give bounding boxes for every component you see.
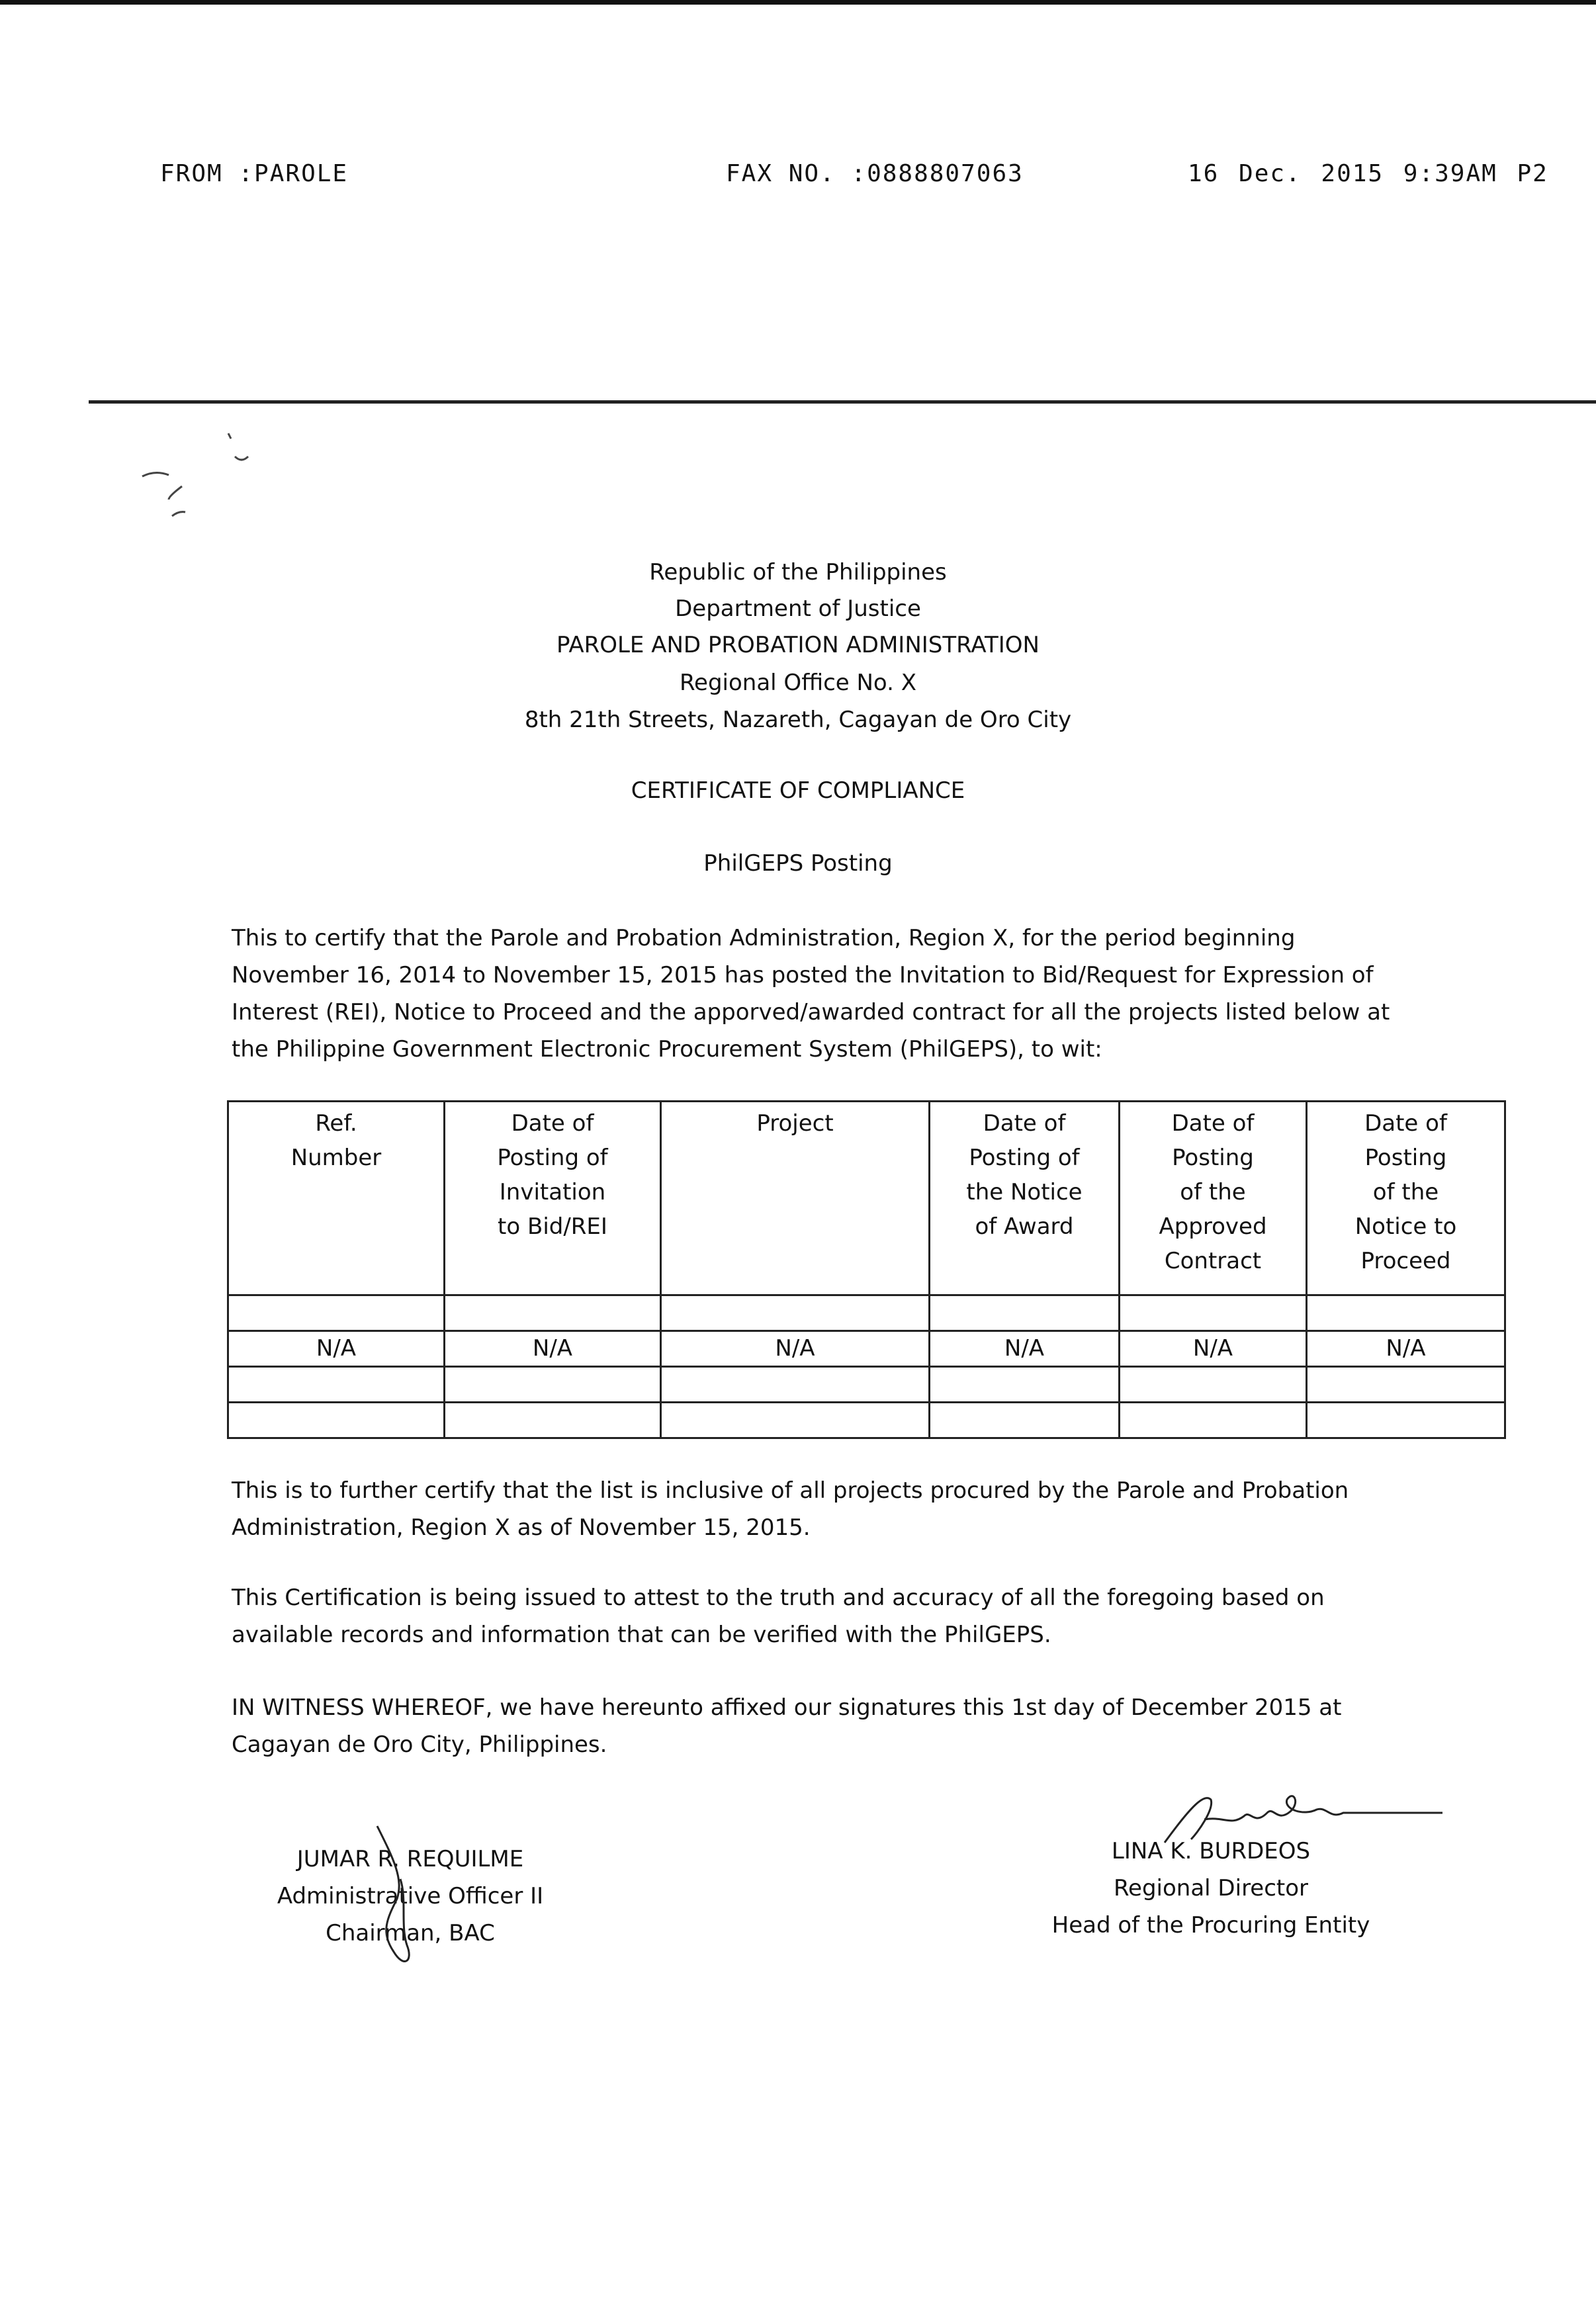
letterhead-republic: Republic of the Philippines	[649, 559, 947, 586]
table-header-line: Date of	[511, 1110, 594, 1137]
letterhead-department: Department of Justice	[675, 595, 921, 622]
table-cell	[445, 1295, 661, 1331]
table-header-line: Approved	[1159, 1213, 1267, 1240]
signatory-left-position: Administrative Officer II	[277, 1883, 544, 1909]
table-cell	[1120, 1403, 1307, 1438]
table-cell	[228, 1295, 445, 1331]
fax-from: FROM :PAROLE	[160, 160, 349, 187]
table-cell	[445, 1367, 661, 1403]
table-cell	[1307, 1367, 1505, 1403]
table-row	[228, 1295, 1505, 1331]
table-header-line: Posting of	[497, 1145, 608, 1171]
table-header-line: Date of	[983, 1110, 1066, 1137]
signature-left-icon	[367, 1819, 433, 1978]
table-header-line: Project	[756, 1110, 834, 1137]
table-header-line: to Bid/REI	[498, 1213, 607, 1240]
table-cell	[228, 1367, 445, 1403]
scan-top-edge	[0, 0, 1596, 5]
table-header-cell	[1120, 1102, 1307, 1295]
table-header-line: Invitation	[499, 1179, 606, 1205]
table-cell: N/A	[445, 1331, 661, 1367]
table-header-cell	[1307, 1102, 1505, 1295]
table-header-line: Notice to	[1354, 1213, 1457, 1240]
table-header-cell	[445, 1102, 661, 1295]
scan-mark-icon	[136, 430, 268, 529]
table-cell	[1120, 1367, 1307, 1403]
table-row	[228, 1331, 1505, 1367]
table-cell	[228, 1403, 445, 1438]
signatory-left-role: Chairman, BAC	[326, 1920, 495, 1946]
table-cell: N/A	[930, 1331, 1120, 1367]
signatory-right-name: LINA K. BURDEOS	[1111, 1838, 1311, 1864]
letterhead-address: 8th 21th Streets, Nazareth, Cagayan de Oro City	[524, 707, 1072, 733]
paragraph-witness: IN WITNESS WHEREOF, we have hereunto affixed our signatures this 1st day of December 2015 at Cagayan de Oro City, Philippines.	[232, 1694, 1342, 1758]
fax-header-rule	[89, 400, 1596, 404]
table-header-line: Proceed	[1360, 1248, 1451, 1274]
table-header-line: Posting of	[969, 1145, 1080, 1171]
table-cell: N/A	[661, 1331, 930, 1367]
signature-right-icon	[1151, 1780, 1449, 1853]
table-cell: N/A	[1120, 1331, 1307, 1367]
intro-paragraph: This to certify that the Parole and Probation Administration, Region X, for the period beginning November 16, 2014 to November 15, 2015 has posted the Invitation to Bid/Request for Expression of Interest (REI), Notice to Proceed and the apporved/awarded contract for all the projects listed below at the Philippine Government Electronic Procurement System (PhilGEPS), to wit:	[232, 925, 1390, 1063]
table-cell	[445, 1403, 661, 1438]
letterhead-agency: PAROLE AND PROBATION ADMINISTRATION	[556, 632, 1040, 658]
letterhead-office: Regional Office No. X	[679, 670, 917, 696]
fax-number: FAX NO. :0888807063	[726, 160, 1024, 187]
table-cell	[1120, 1295, 1307, 1331]
table-header-row	[228, 1102, 1505, 1295]
table-header-line: the Notice	[966, 1179, 1083, 1205]
signatory-right-role: Head of the Procuring Entity	[1051, 1912, 1370, 1939]
table-row	[228, 1403, 1505, 1438]
document-title: CERTIFICATE OF COMPLIANCE	[631, 777, 965, 804]
document-subtitle: PhilGEPS Posting	[703, 850, 893, 877]
table-header-line: Contract	[1164, 1248, 1262, 1274]
table-header-line: Date of	[1171, 1110, 1255, 1137]
compliance-table	[227, 1100, 1506, 1439]
fax-date-time: 16 Dec. 2015 9:39AM P2	[1188, 160, 1548, 187]
table-header-line: Posting	[1364, 1145, 1447, 1171]
table-header-cell	[661, 1102, 930, 1295]
table-header-line: Date of	[1364, 1110, 1447, 1137]
table-cell	[930, 1295, 1120, 1331]
table-header-cell	[930, 1102, 1120, 1295]
table-cell	[1307, 1403, 1505, 1438]
table-cell	[661, 1367, 930, 1403]
signatory-right-position: Regional Director	[1113, 1875, 1309, 1901]
table-cell	[930, 1367, 1120, 1403]
table-header-cell	[228, 1102, 445, 1295]
paragraph-certification: This Certification is being issued to attest to the truth and accuracy of all the foregoing based on available records and information that can be verified with the PhilGEPS.	[232, 1585, 1325, 1648]
table-row	[228, 1367, 1505, 1403]
paragraph-inclusive: This is to further certify that the list is inclusive of all projects procured by the Parole and Probation Administration, Region X as of November 15, 2015.	[232, 1477, 1349, 1541]
table-cell	[661, 1295, 930, 1331]
table-cell	[661, 1403, 930, 1438]
table-cell	[1307, 1295, 1505, 1331]
table-header-line: Number	[290, 1145, 382, 1171]
table-header-line: Ref.	[315, 1110, 357, 1137]
table-cell	[930, 1403, 1120, 1438]
table-header-line: of the	[1180, 1179, 1246, 1205]
table-header-line: of Award	[975, 1213, 1074, 1240]
signatory-left-name: JUMAR R. REQUILME	[296, 1846, 524, 1872]
table-header-line: of the	[1372, 1179, 1439, 1205]
table-cell: N/A	[1307, 1331, 1505, 1367]
table-cell: N/A	[228, 1331, 445, 1367]
table-header-line: Posting	[1172, 1145, 1254, 1171]
